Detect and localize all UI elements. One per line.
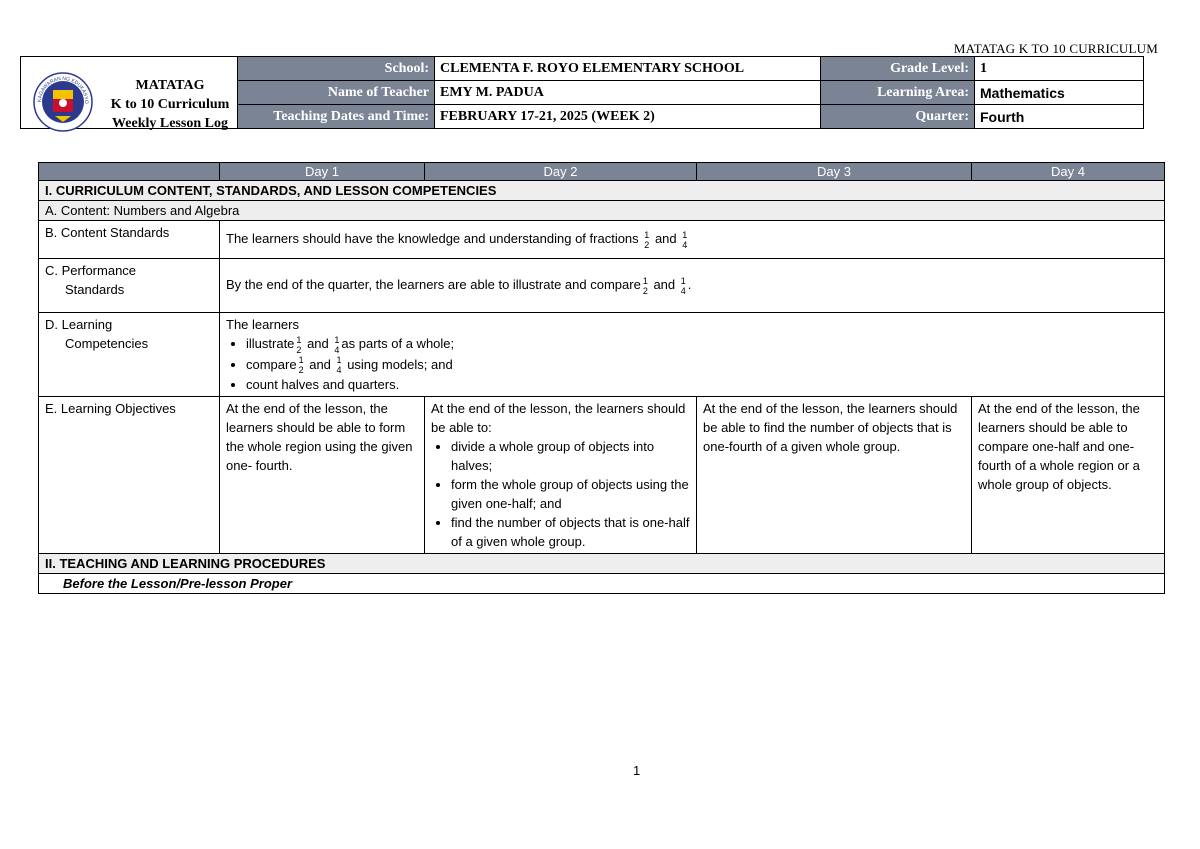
dates-value: FEBRUARY 17-21, 2025 (WEEK 2) — [435, 105, 821, 129]
list-item: • illustrate 1 2 and 1 4 as parts of a whole; — [246, 334, 1158, 355]
list-item: • form the whole group of objects using the given one-half; and — [451, 475, 690, 513]
performance-label-line1: C. Performance — [45, 263, 137, 278]
content-standards-label: B. Content Standards — [39, 221, 220, 259]
content-standards-cell — [220, 221, 1165, 259]
list-item: • count halves and quarters. — [246, 375, 1158, 394]
grade-label: Grade Level: — [821, 57, 975, 81]
performance-standards-label — [39, 259, 220, 313]
competencies-list — [226, 334, 1158, 394]
fraction-half: 1 2 — [644, 229, 650, 250]
list-item: • divide a whole group of objects into halves; — [451, 437, 690, 475]
performance-standards-end: . — [687, 277, 692, 293]
logo-line3: Weekly Lesson Log — [112, 116, 228, 131]
competencies-label — [39, 313, 220, 397]
page-number: 1 — [633, 763, 641, 778]
svg-text:KAGAWARAN NG EDUKASYON: KAGAWARAN NG EDUKASYO — [36, 75, 90, 104]
logo-cell — [21, 57, 238, 129]
day-2-header: Day 2 — [425, 163, 697, 181]
dates-label: Teaching Dates and Time: — [238, 105, 435, 129]
objectives-day-2-list — [431, 437, 690, 551]
performance-label-line2: Standards — [65, 282, 125, 297]
before-lesson-heading: Before the Lesson/Pre-lesson Proper — [39, 574, 1165, 594]
grade-value: 1 — [975, 57, 1144, 81]
objectives-day-3: At the end of the lesson, the learners should be able to find the number of objects that is one-fourth of a given whole group. — [697, 397, 972, 554]
day-1-header: Day 1 — [220, 163, 425, 181]
teacher-label: Name of Teacher — [238, 81, 435, 105]
fraction-half: 1 2 — [642, 275, 648, 296]
objectives-day-2 — [425, 397, 697, 554]
list-item: • find the number of objects that is one-half of a given whole group. — [451, 513, 690, 551]
quarter-label: Quarter: — [821, 105, 975, 129]
section-2-title: II. TEACHING AND LEARNING PROCEDURES — [39, 554, 1165, 574]
competencies-label-line2: Competencies — [65, 336, 149, 351]
teacher-value: EMY M. PADUA — [435, 81, 821, 105]
objectives-label: E. Learning Objectives — [39, 397, 220, 554]
performance-standards-text: By the end of the quarter, the learners are able to illustrate and compare — [226, 277, 641, 293]
fraction-quarter: 1 4 — [682, 229, 688, 250]
school-value: CLEMENTA F. ROYO ELEMENTARY SCHOOL — [435, 57, 821, 81]
lesson-header-table — [20, 56, 1144, 129]
performance-standards-and: and — [653, 277, 676, 293]
area-value: Mathematics — [975, 81, 1144, 105]
day-3-header: Day 3 — [697, 163, 972, 181]
objectives-day-4: At the end of the lesson, the learners should be able to compare one-half and one-fourth of a whole region or a whole group of objects. — [972, 397, 1165, 554]
section-1-title: I. CURRICULUM CONTENT, STANDARDS, AND LESSON COMPETENCIES — [39, 181, 1165, 201]
competencies-label-line1: D. Learning — [45, 317, 113, 332]
logo-line2: K to 10 Curriculum — [110, 97, 230, 112]
competencies-intro: The learners — [226, 317, 299, 332]
day-4-header: Day 4 — [972, 163, 1165, 181]
day-header-blank — [39, 163, 220, 181]
logo-line1: MATATAG — [135, 78, 205, 93]
curriculum-label: MATATAG K TO 10 CURRICULUM — [953, 41, 1158, 56]
deped-seal-icon — [33, 72, 93, 132]
school-label: School: — [238, 57, 435, 81]
fraction-quarter: 1 4 — [680, 275, 686, 296]
logo-text — [100, 76, 240, 133]
list-item: • compare 1 2 and 1 4 using models; and — [246, 355, 1158, 376]
content-standards-and: and — [654, 231, 677, 247]
quarter-value: Fourth — [975, 105, 1144, 129]
performance-standards-cell — [220, 259, 1165, 313]
day-header-row — [39, 163, 1165, 181]
competencies-cell — [220, 313, 1165, 397]
objectives-day-1: At the end of the lesson, the learners should be able to form the whole region using the given one- fourth. — [220, 397, 425, 554]
lesson-log-table — [38, 162, 1165, 594]
content-standards-text: The learners should have the knowledge and understanding of fractions — [226, 231, 639, 247]
area-label: Learning Area: — [821, 81, 975, 105]
content-row: A. Content: Numbers and Algebra — [39, 201, 1165, 221]
objectives-day-2-intro: At the end of the lesson, the learners should be able to: — [431, 401, 686, 436]
